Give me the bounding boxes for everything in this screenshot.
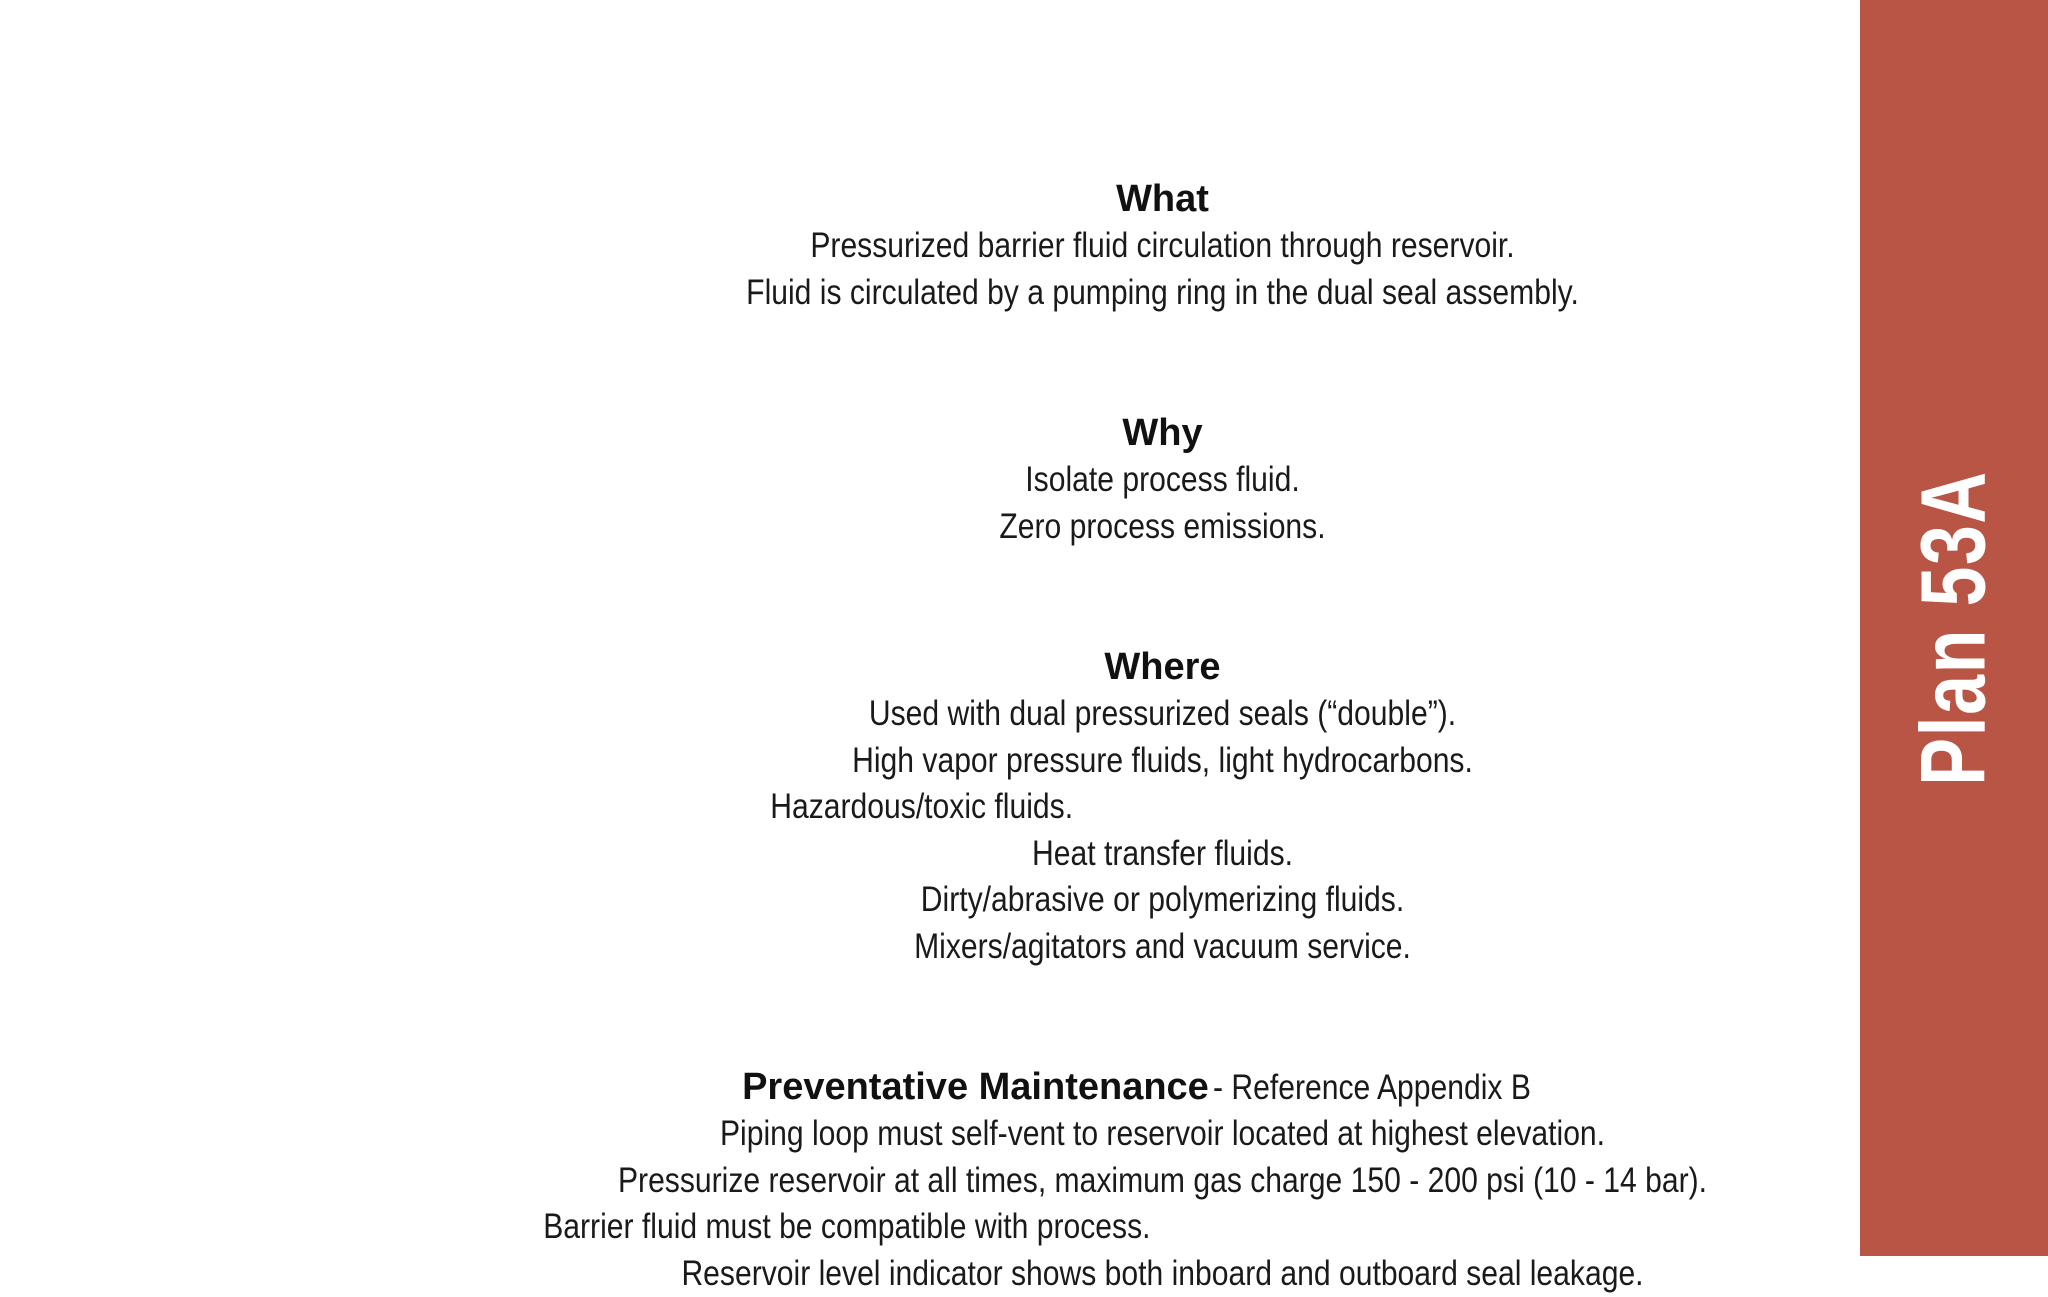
plan-label: Plan 53A	[1902, 470, 2007, 786]
maintenance-line: Reservoir level indicator shows both inboard and outboard seal leakage.	[610, 1251, 1715, 1297]
maintenance-line: Pressurize reservoir at all times, maximum gas charge 150 - 200 psi (10 - 14 bar).	[610, 1158, 1715, 1205]
what-heading: What	[520, 175, 1805, 223]
section-spacer	[520, 970, 1805, 1063]
plan-description	[520, 175, 1805, 1297]
where-section	[520, 643, 1805, 970]
maintenance-line: Piping loop must self-vent to reservoir located at highest elevation.	[610, 1111, 1715, 1158]
maintenance-line: Barrier fluid must be compatible with process.	[520, 1204, 1625, 1251]
maintenance-section	[520, 1063, 1805, 1297]
where-line: Dirty/abrasive or polymerizing fluids.	[610, 877, 1715, 924]
what-section	[520, 175, 1805, 316]
why-line: Isolate process fluid.	[610, 457, 1715, 504]
what-line: Pressurized barrier fluid circulation through reservoir.	[610, 223, 1715, 270]
where-line: Mixers/agitators and vacuum service.	[610, 924, 1715, 971]
what-line: Fluid is circulated by a pumping ring in the dual seal assembly.	[610, 270, 1715, 317]
where-heading: Where	[520, 643, 1805, 691]
section-spacer	[520, 550, 1805, 643]
why-line: Zero process emissions.	[610, 504, 1715, 551]
maintenance-heading: Preventative Maintenance	[742, 1066, 1209, 1108]
where-line: Heat transfer fluids.	[610, 831, 1715, 878]
where-line: High vapor pressure fluids, light hydrocarbons.	[610, 738, 1715, 785]
why-heading: Why	[520, 409, 1805, 457]
section-spacer	[520, 316, 1805, 409]
maintenance-reference: - Reference Appendix B	[1213, 1064, 1531, 1112]
sidebar-band	[1860, 0, 2048, 1256]
where-line: Hazardous/toxic fluids.	[520, 784, 1625, 831]
where-line: Used with dual pressurized seals (“double”).	[610, 691, 1715, 738]
maintenance-heading-row	[520, 1063, 1805, 1111]
why-section	[520, 409, 1805, 550]
